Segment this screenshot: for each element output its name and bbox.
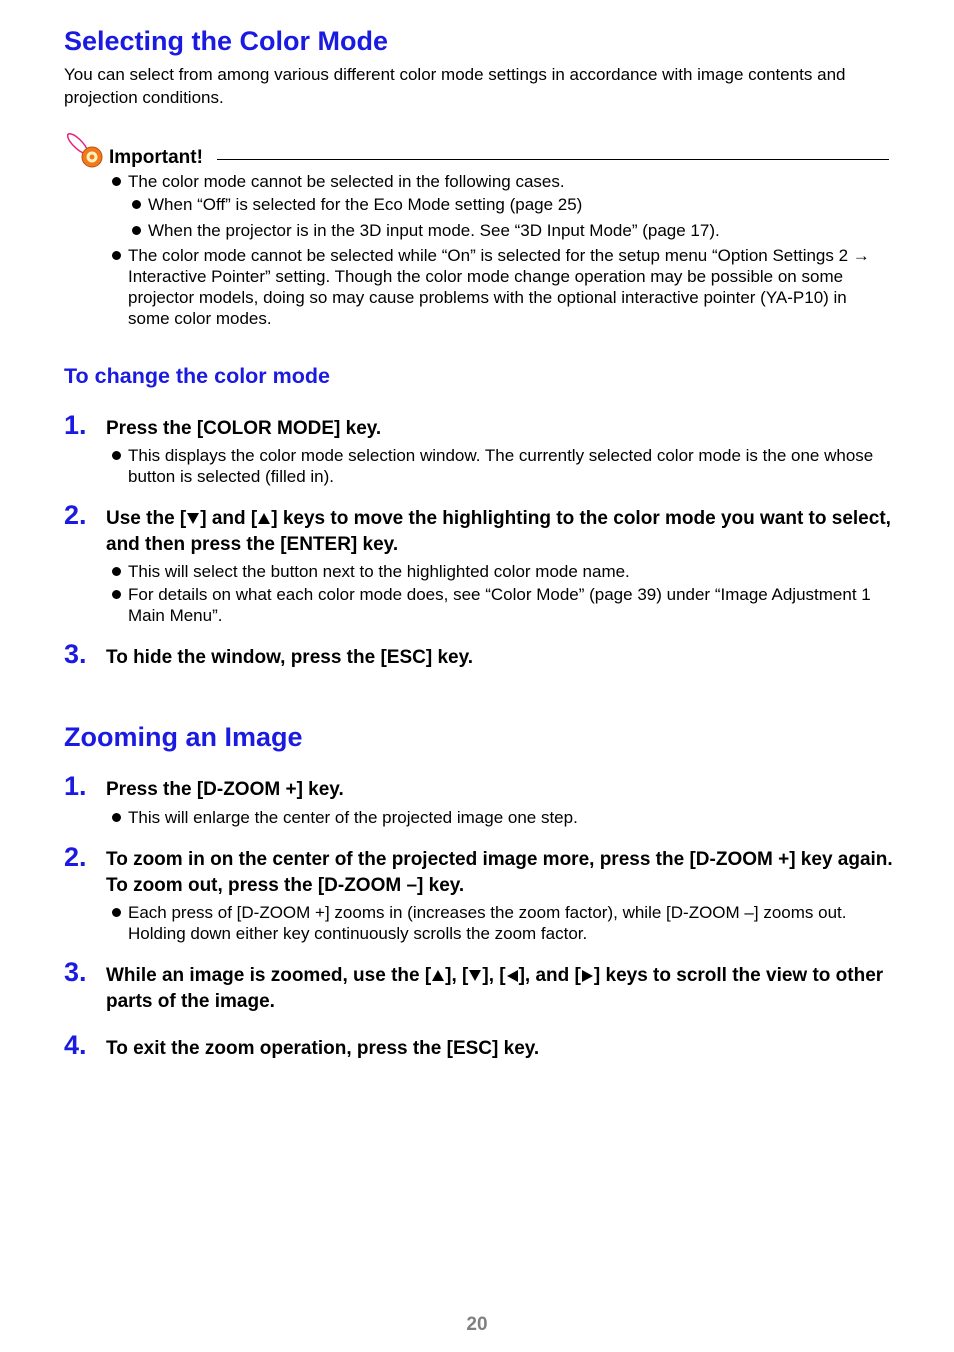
step-bullet: This will select the button next to the highlighted color mode name. bbox=[108, 561, 908, 582]
step-text: While an image is zoomed, use the [ ], [ ], [ ], and [ ] keys to scroll the view to other parts of the image. bbox=[106, 965, 884, 1012]
step-number: 2. bbox=[64, 500, 87, 530]
step-bullet: This displays the color mode selection window. The currently selected color mode is the one whose button is selected (filled in). bbox=[108, 445, 908, 487]
important-rule bbox=[217, 159, 889, 160]
important-sub-bullet-1: When “Off” is selected for the Eco Mode setting (page 25) bbox=[128, 194, 908, 215]
subsection-title-change-color: To change the color mode bbox=[64, 364, 330, 388]
step-number: 3. bbox=[64, 639, 87, 669]
step-bullet: This will enlarge the center of the projected image one step. bbox=[108, 807, 908, 828]
step-number: 4. bbox=[64, 1030, 87, 1060]
step-number: 1. bbox=[64, 410, 87, 440]
step-text: Press the [COLOR MODE] key. bbox=[106, 418, 382, 439]
up-arrow-icon bbox=[432, 970, 444, 981]
step-text: To hide the window, press the [ESC] key. bbox=[106, 647, 474, 668]
step-bullet: For details on what each color mode does, see “Color Mode” (page 39) under “Image Adjustment 1 Main Menu”. bbox=[108, 584, 908, 626]
step-number: 3. bbox=[64, 957, 87, 987]
page-number: 20 bbox=[466, 1314, 488, 1335]
important-label: Important! bbox=[109, 147, 203, 168]
pin-icon bbox=[64, 130, 106, 170]
left-arrow-icon bbox=[507, 970, 518, 982]
step-text: Press the [D-ZOOM +] key. bbox=[106, 779, 344, 800]
up-arrow-icon bbox=[258, 513, 270, 524]
section-title-zooming: Zooming an Image bbox=[64, 722, 303, 752]
step-text: To zoom in on the center of the projected image more, press the [D-ZOOM +] key again. To zoom out, press the [D-ZOOM –] key. bbox=[106, 849, 893, 896]
important-bullet-1: The color mode cannot be selected in the following cases. bbox=[108, 171, 908, 192]
down-arrow-icon bbox=[469, 970, 481, 981]
important-sub-bullet-2: When the projector is in the 3D input mode. See “3D Input Mode” (page 17). bbox=[128, 220, 908, 241]
step-text: To exit the zoom operation, press the [ESC] key. bbox=[106, 1038, 540, 1059]
step-bullet: Each press of [D-ZOOM +] zooms in (increases the zoom factor), while [D-ZOOM –] zooms out. Holding down either key continuously scrolls the zoom factor. bbox=[108, 902, 900, 944]
right-arrow-icon bbox=[582, 970, 593, 982]
down-arrow-icon bbox=[187, 513, 199, 524]
step-number: 2. bbox=[64, 842, 87, 872]
intro-text: You can select from among various different color mode settings in accordance with image contents and projection conditions. bbox=[64, 65, 846, 107]
section-title-color-mode: Selecting the Color Mode bbox=[64, 26, 389, 56]
step-number: 1. bbox=[64, 771, 87, 801]
step-text: Use the [ ] and [ ] keys to move the highlighting to the color mode you want to select, and then press the [ENTER] key. bbox=[106, 508, 891, 555]
important-bullet-2: The color mode cannot be selected while “On” is selected for the setup menu “Option Settings 2 → Interactive Pointer” setting. Though the color mode change operation may be possible on some projector models, doing so may cause problems with the optional interactive pointer (YA-P10) in some color modes. bbox=[108, 245, 892, 329]
